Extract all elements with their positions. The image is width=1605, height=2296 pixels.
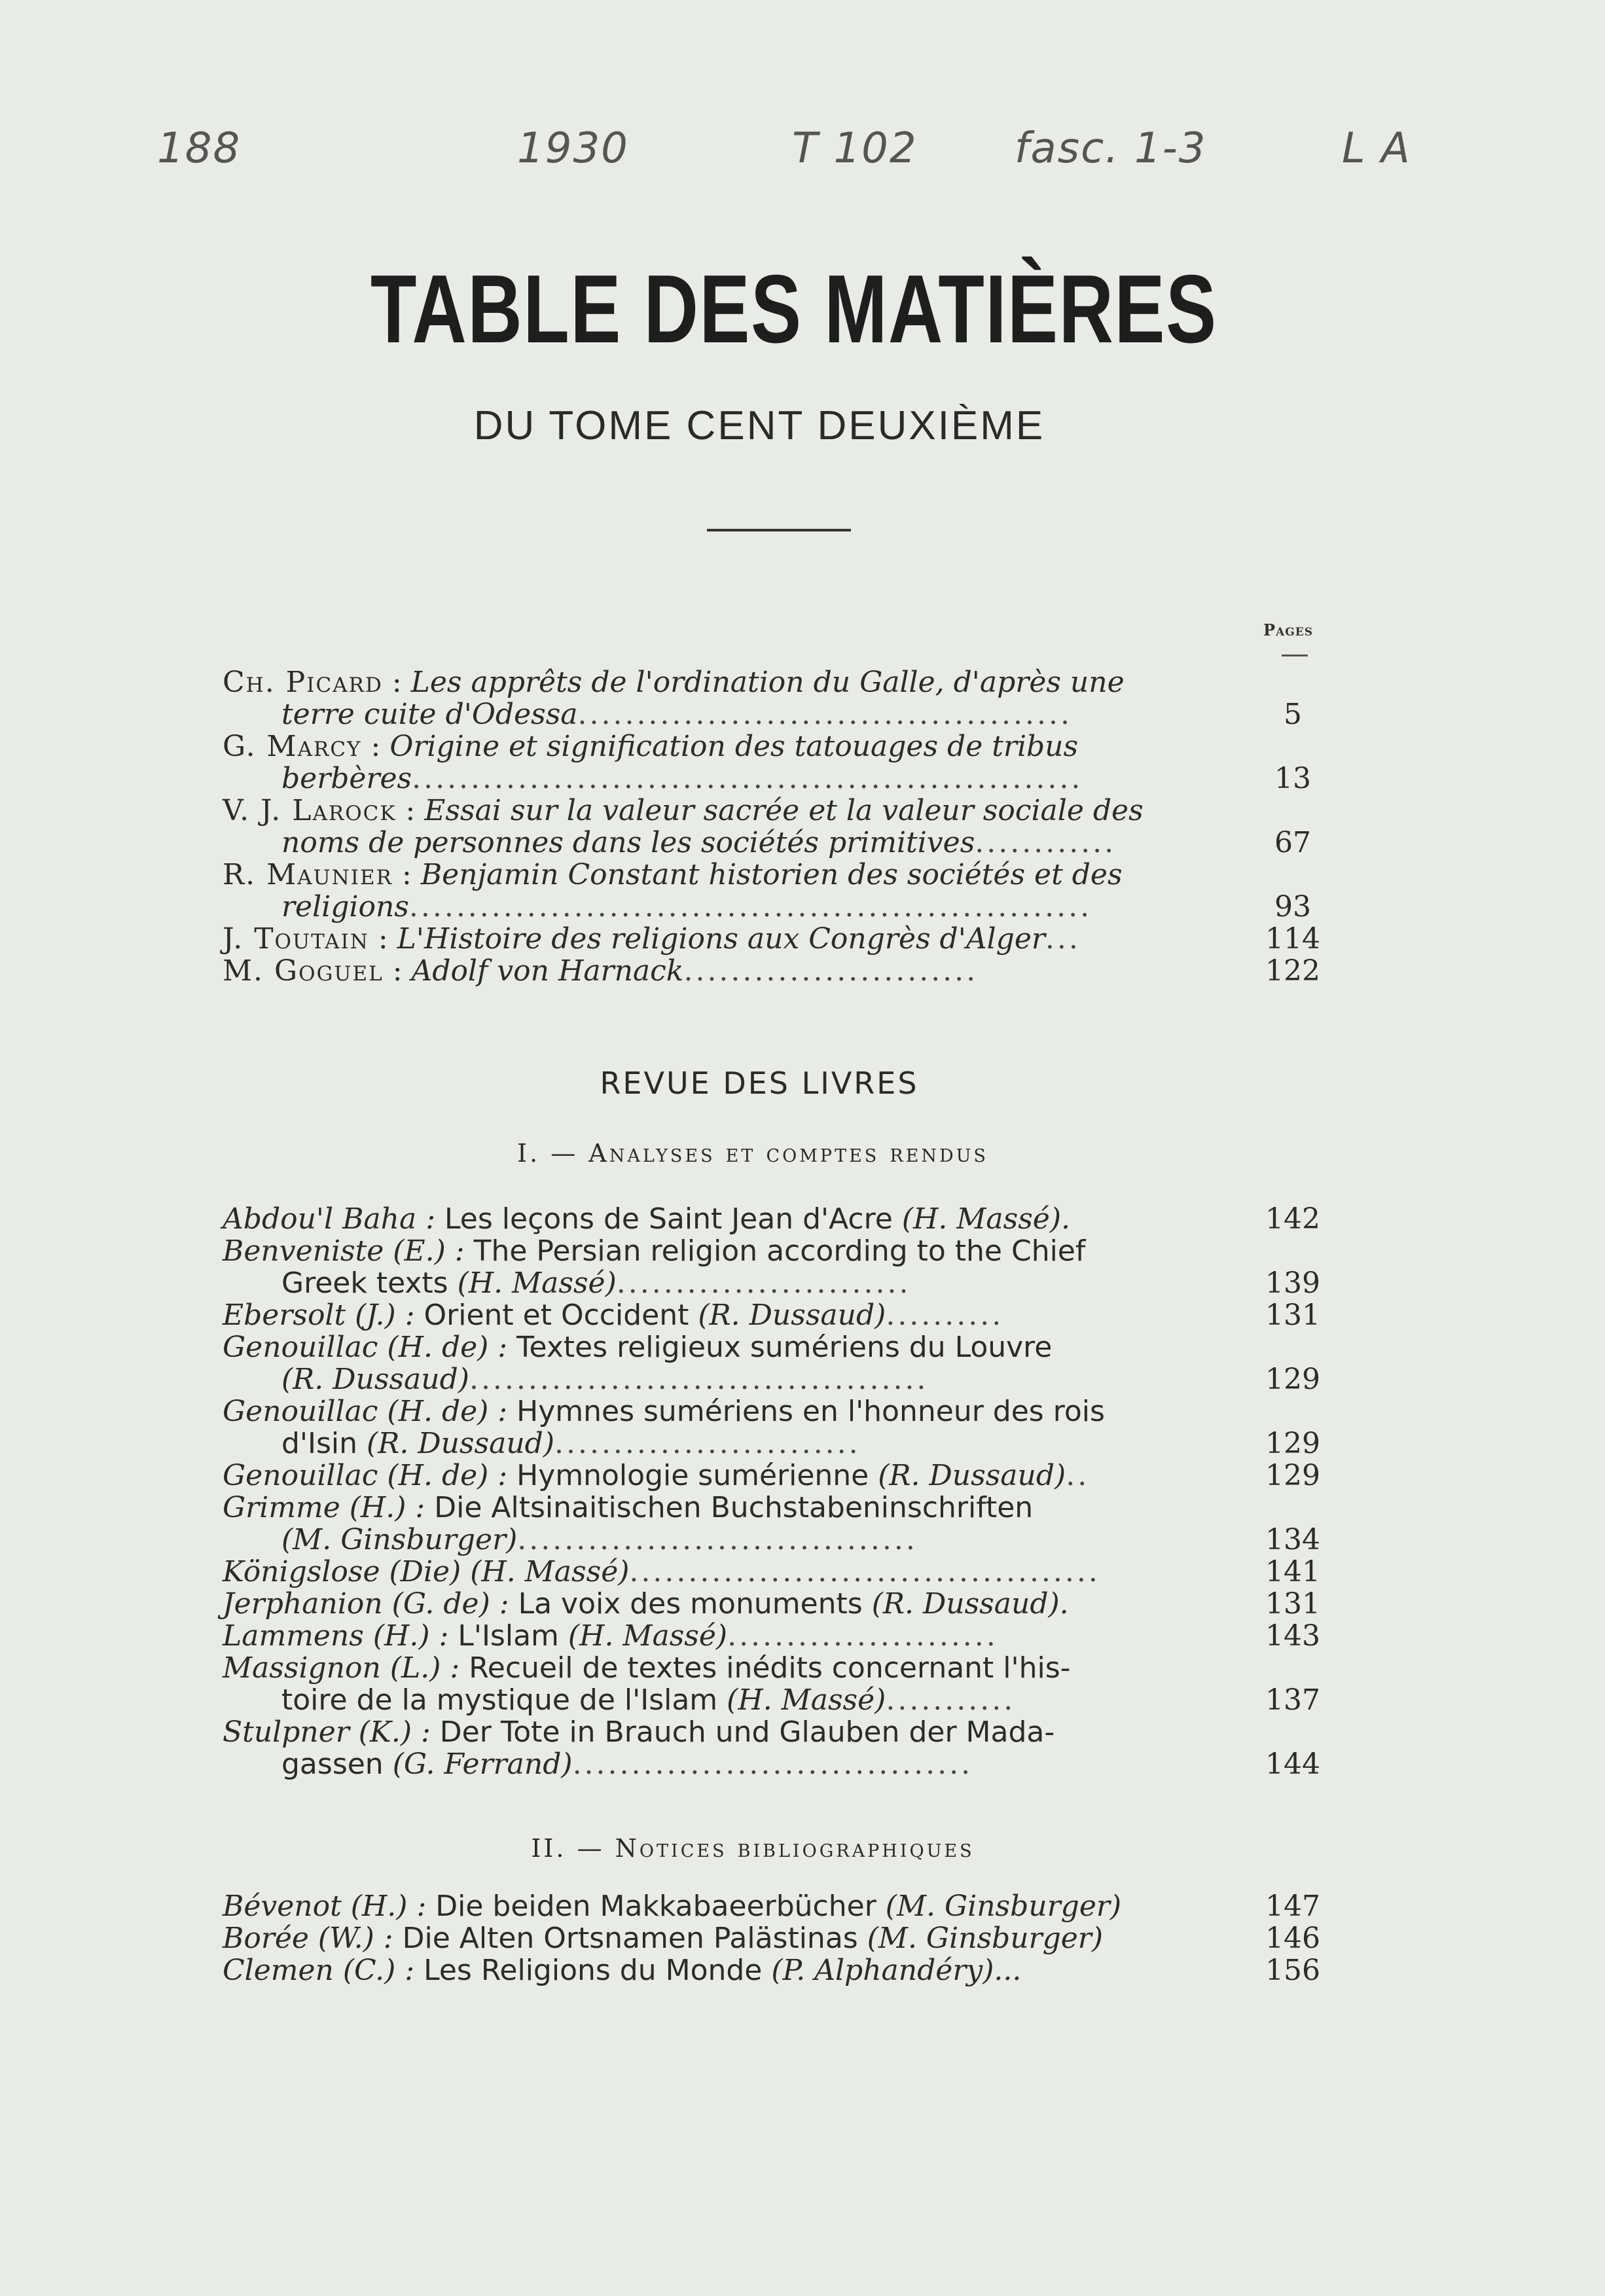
reviewer: (M. Ginsburger): [867, 1922, 1103, 1955]
reviewer: (R. Dussaud).: [871, 1587, 1069, 1621]
page-number: 131: [1265, 1299, 1320, 1332]
article-title: Essai sur la valeur sacrée et la valeur sociale des: [424, 794, 1144, 827]
separator: :: [369, 922, 397, 956]
book-author: Abdou'l Baha :: [223, 1202, 436, 1236]
handwritten-note: T 102: [792, 124, 918, 173]
reviewer: (M. Ginsburger): [281, 1523, 518, 1556]
page-number: 93: [1274, 890, 1311, 924]
list-item: [223, 1588, 1335, 1620]
list-item: Königslose (Die) (H. Massé)........................................ 141: [223, 1556, 1335, 1588]
book-title: Die Altsinaitischen Buchstabeninschriften: [434, 1491, 1034, 1524]
book-author: Königslose (Die): [223, 1555, 461, 1588]
book-title: L'Islam: [458, 1619, 559, 1653]
book-title: Der Tote in Brauch und Glauben der Mada-: [439, 1715, 1055, 1749]
book-author: Genouillac (H. de) :: [223, 1331, 508, 1364]
page-number: 156: [1265, 1954, 1320, 1987]
notices-list: [223, 1890, 1335, 1986]
article-title: Benjamin Constant historien des sociétés et des: [420, 858, 1123, 891]
articles-list: [223, 666, 1335, 987]
book-author: Lammens (H.) :: [223, 1619, 449, 1653]
page-number: 13: [1274, 762, 1311, 795]
book-title: Les Religions du Monde: [424, 1954, 763, 1987]
list-item: M. Goguel : Adolf von Harnack......................... 122: [223, 955, 1335, 987]
book-author: Ebersolt (J.) :: [223, 1299, 415, 1332]
book-title: Hymnes sumériens en l'honneur des rois: [516, 1395, 1105, 1428]
book-title-cont: d'Isin: [281, 1427, 358, 1460]
article-author: Ch. Picard: [223, 666, 383, 699]
separator: :: [393, 858, 421, 891]
book-title: Orient et Occident: [424, 1299, 689, 1332]
handwritten-note: L A: [1342, 124, 1411, 173]
page-number: 129: [1265, 1427, 1320, 1460]
article-title-cont: noms de personnes dans les sociétés primitives: [281, 826, 975, 859]
list-item: [223, 1203, 1335, 1235]
book-author: Jerphanion (G. de) :: [223, 1587, 509, 1621]
list-item: [223, 1954, 1335, 1986]
page-number: 147: [1265, 1890, 1320, 1923]
list-item: Lammens (H.) : L'Islam (H. Massé)....................... 143: [223, 1620, 1335, 1652]
book-author: Clemen (C.) :: [223, 1954, 415, 1987]
reviewer: (H. Massé).: [901, 1202, 1070, 1236]
page-number: 129: [1265, 1363, 1320, 1396]
separator: :: [396, 794, 425, 827]
section-subheading: II. — Notices bibliographiques: [531, 1834, 975, 1863]
reviewer: (P. Alphandéry)...: [771, 1954, 1022, 1987]
book-title: The Persian religion according to the Chief: [473, 1234, 1086, 1268]
article-author: V. J. Larock: [223, 794, 397, 827]
page-number: 134: [1265, 1523, 1320, 1556]
book-title: Recueil de textes inédits concernant l'his-: [469, 1651, 1071, 1685]
article-title: Adolf von Harnack: [411, 954, 684, 988]
book-author: Massignon (L.) :: [223, 1651, 460, 1685]
page-number: 139: [1265, 1266, 1320, 1300]
reviewer: (R. Dussaud): [367, 1427, 554, 1460]
book-title: Die Alten Ortsnamen Palästinas: [402, 1922, 858, 1955]
page-number: 129: [1265, 1459, 1320, 1492]
reviewer: (H. Massé): [457, 1266, 617, 1300]
page-number: 114: [1265, 922, 1320, 956]
pages-column-header: Pages: [1263, 620, 1313, 639]
list-item: J. Toutain : L'Histoire des religions aux Congrès d'Alger... 114: [223, 923, 1335, 955]
page-number: 146: [1265, 1922, 1320, 1955]
list-item: [223, 1890, 1335, 1922]
book-author: Genouillac (H. de) :: [223, 1395, 508, 1428]
list-item: V. J. Larock : Essai sur la valeur sacrée et la valeur sociale des noms de personnes dans les sociétés primitives............ 67: [223, 795, 1335, 859]
page-number: 143: [1265, 1619, 1320, 1653]
page-number: 131: [1265, 1587, 1320, 1621]
list-item: Genouillac (H. de) : Hymnologie sumérienne (R. Dussaud).. 129: [223, 1460, 1335, 1492]
page-number: 67: [1274, 826, 1311, 859]
section-subheading: I. — Analyses et comptes rendus: [517, 1139, 988, 1168]
page-subtitle: DU TOME CENT DEUXIÈME: [473, 403, 1045, 448]
handwritten-note: 188: [157, 124, 242, 173]
reviewer: (H. Massé): [727, 1683, 886, 1717]
book-title-cont: gassen: [281, 1748, 384, 1781]
section-heading: REVUE DES LIVRES: [600, 1066, 919, 1101]
list-item: Genouillac (H. de) : Textes religieux sumériens du Louvre (R. Dussaud)....................................... 129: [223, 1331, 1335, 1395]
list-item: Grimme (H.) : Die Altsinaitischen Buchstabeninschriften (M. Ginsburger).................................. 134: [223, 1492, 1335, 1556]
reviewer: (H. Massé): [568, 1619, 728, 1653]
list-item: R. Maunier : Benjamin Constant historien des sociétés et des religions.......................................................... 93: [223, 859, 1335, 923]
divider: [1282, 655, 1308, 656]
reviewer: (M. Ginsburger): [885, 1890, 1122, 1923]
separator: :: [361, 730, 390, 763]
book-title: Die beiden Makkabaeerbücher: [435, 1890, 876, 1923]
reviewer: (R. Dussaud): [878, 1459, 1066, 1492]
handwritten-note: fasc. 1-3: [1015, 124, 1207, 173]
list-item: Ebersolt (J.) : Orient et Occident (R. Dussaud).......... 131: [223, 1299, 1335, 1331]
article-title: L'Histoire des religions aux Congrès d'Alger: [397, 922, 1045, 956]
list-item: Massignon (L.) : Recueil de textes inédits concernant l'his- toire de la mystique de l'Islam (H. Massé)........... 137: [223, 1652, 1335, 1716]
reviewer: (H. Massé): [470, 1555, 630, 1588]
separator: :: [382, 666, 411, 699]
divider: [707, 529, 851, 531]
article-title: Origine et signification des tatouages de tribus: [389, 730, 1079, 763]
page-number: 137: [1265, 1683, 1320, 1717]
page-number: 5: [1284, 698, 1302, 731]
separator: :: [383, 954, 412, 988]
list-item: [223, 1922, 1335, 1954]
book-author: Bévenot (H.) :: [223, 1890, 427, 1923]
book-title-cont: toire de la mystique de l'Islam: [281, 1683, 718, 1717]
book-title: Textes religieux sumériens du Louvre: [516, 1331, 1053, 1364]
book-title: Hymnologie sumérienne: [516, 1459, 869, 1492]
page-number: 122: [1265, 954, 1320, 988]
reviews-list: [223, 1203, 1335, 1780]
article-title-cont: terre cuite d'Odessa: [281, 698, 578, 731]
list-item: Ch. Picard : Les apprêts de l'ordination du Galle, d'après une terre cuite d'Odessa.......................................... 5: [223, 666, 1335, 730]
book-author: Benveniste (E.) :: [223, 1234, 465, 1268]
list-item: Genouillac (H. de) : Hymnes sumériens en l'honneur des rois d'Isin (R. Dussaud).......................... 129: [223, 1395, 1335, 1460]
handwritten-note: 1930: [517, 124, 629, 173]
article-author: G. Marcy: [223, 730, 362, 763]
book-title: Les leçons de Saint Jean d'Acre: [444, 1202, 893, 1236]
article-author: J. Toutain: [223, 922, 369, 956]
article-title-cont: religions: [281, 890, 409, 924]
book-author: Grimme (H.) :: [223, 1491, 425, 1524]
list-item: Benveniste (E.) : The Persian religion according to the Chief Greek texts (H. Massé)......................... 139: [223, 1235, 1335, 1299]
page-number: 142: [1265, 1202, 1320, 1236]
list-item: G. Marcy : Origine et signification des tatouages de tribus berbères......................................................... 13: [223, 730, 1335, 795]
article-author: M. Goguel: [223, 954, 384, 988]
page-number: 141: [1265, 1555, 1320, 1588]
book-author: Stulpner (K.) :: [223, 1715, 431, 1749]
page-number: 144: [1265, 1748, 1320, 1781]
book-author: Borée (W.) :: [223, 1922, 393, 1955]
book-title: La voix des monuments: [518, 1587, 863, 1621]
reviewer: (G. Ferrand): [392, 1748, 573, 1781]
page-title: TABLE DES MATIÈRES: [370, 255, 1217, 363]
article-title: Les apprêts de l'ordination du Galle, d'après une: [410, 666, 1125, 699]
reviewer: (R. Dussaud): [698, 1299, 886, 1332]
article-title-cont: berbères: [281, 762, 412, 795]
book-author: Genouillac (H. de) :: [223, 1459, 508, 1492]
article-author: R. Maunier: [223, 858, 393, 891]
book-title-cont: Greek texts: [281, 1266, 448, 1300]
list-item: Stulpner (K.) : Der Tote in Brauch und Glauben der Mada- gassen (G. Ferrand).................................. 144: [223, 1716, 1335, 1780]
reviewer: (R. Dussaud): [281, 1363, 469, 1396]
